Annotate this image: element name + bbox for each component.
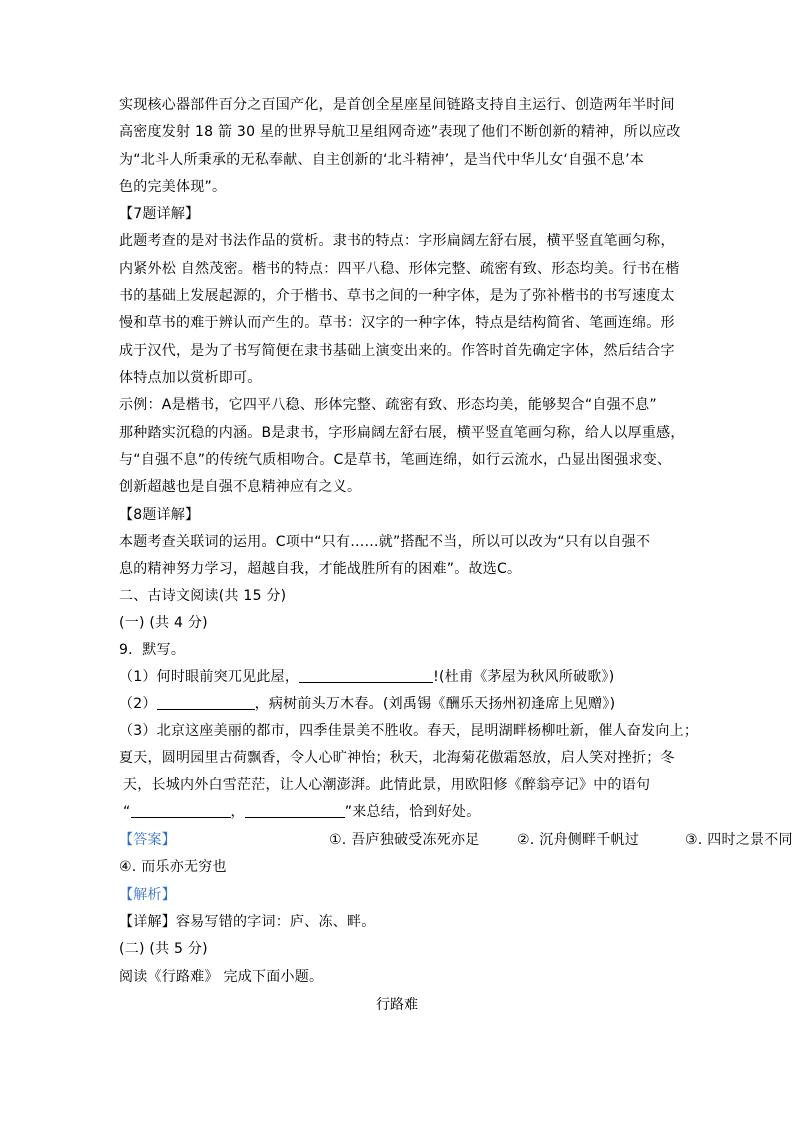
answer-blank: [245, 803, 345, 818]
text-line: 为“北斗人所秉承的无私奉献、自主创新的‘北斗精神’，是当代中华儿女‘自强不息’本: [119, 152, 645, 168]
text-line: 天，长城内外白雪茫茫，让人心潮澎湃。此情此景，用欧阳修《醉翁亭记》中的语句: [123, 777, 651, 793]
question-9-2: [119, 694, 615, 714]
text-line: 此题考查的是对书法作品的赏析。隶书的特点：字形扁阔左舒右展，横平竖直笔画匀称，: [119, 233, 675, 249]
reading-instruction: 阅读《行路难》 完成下面小题。: [119, 969, 324, 985]
text-line: 内紧外松 自然茂密。楷书的特点：四平八稳、形体完整、疏密有致、形态均美。行书在楷: [119, 261, 680, 277]
answer-blank: [157, 695, 255, 710]
text-line: 示例：A是楷书，它四平八稳、形体完整、疏密有致、形态均美，能够契合“自强不息”: [119, 397, 657, 413]
text-line: 慢和草书的难于辨认而产生的。草书：汉字的一种字体，特点是结构简省、笔画连绵。形: [119, 315, 675, 331]
text-line: 息的精神努力学习，超越自我，才能战胜所有的困难”。故选C。: [119, 561, 522, 577]
text-line: 书的基础上发展起源的，介于楷书、草书之间的一种字体，是为了弥补楷书的书写速度太: [119, 288, 675, 304]
question-text: ”来总结，恰到好处。: [344, 804, 481, 820]
subsection-title: (二) (共 5 分): [119, 941, 208, 957]
answer-item: ③. 四时之景不同: [685, 832, 793, 848]
answer-item: ②. 沉舟侧畔千帆过: [517, 832, 639, 848]
answer-row: [119, 830, 793, 850]
text-line: 那种踏实沉稳的内涵。B是隶书，字形扁阔左舒右展，横平竖直笔画匀称，给人以厚重感，: [119, 425, 685, 441]
text-line: 色的完美体现”。: [119, 179, 227, 195]
text-line: 本题考查关联词的运用。C项中“只有……就”搭配不当，所以可以改为“只有以自强不: [119, 534, 651, 550]
question-9-3-blanks: [123, 802, 481, 822]
subsection-title: (一) (共 4 分): [119, 615, 208, 631]
answer-blank: [131, 803, 231, 818]
answer-blank: [299, 668, 433, 683]
question-text: （1）何时眼前突兀见此屋，: [119, 669, 300, 685]
question-text: ，: [230, 804, 245, 820]
section-title: 二、古诗文阅读(共 15 分): [119, 588, 287, 604]
text-line: 夏天，圆明园里古荷飘香，令人心旷神怡；秋天，北海菊花傲霜怒放，启人笑对挫折；冬: [119, 750, 675, 766]
question-text: “: [123, 804, 131, 820]
question-9-1: [119, 667, 614, 687]
answer-item: ①. 吾庐独破受冻死亦足: [329, 832, 480, 848]
answer-label: 【答案】: [119, 832, 176, 848]
question-text: ，病树前头万木春。(刘禹锡《酬乐天扬州初逢席上见赠》): [254, 696, 616, 712]
poem-title: 行路难: [376, 997, 418, 1013]
text-line: 与“自强不息”的传统气质相吻合。C是草书，笔画连绵，如行云流水，凸显出图强求变、: [119, 452, 672, 468]
question-text: （2）: [119, 696, 157, 712]
answer-item: ④. 而乐亦无穷也: [119, 859, 227, 875]
text-line: 高密度发射 18 箭 30 星的世界导航卫星组网奇迹”表现了他们不断创新的精神，所以应改: [119, 124, 681, 140]
question-9: 9．默写。: [119, 642, 186, 658]
analysis-label: 【解析】: [119, 887, 176, 903]
question-9-3: （3）北京这座美丽的都市，四季佳景美不胜收。春天，昆明湖畔杨柳吐新，催人奋发向上；: [119, 723, 699, 739]
text-line: 创新超越也是自强不息精神应有之义。: [119, 479, 362, 495]
section-heading-q8: 【8题详解】: [119, 507, 200, 523]
question-text: !(杜甫《茅屋为秋风所破歌》): [433, 669, 615, 685]
text-line: 成于汉代，是为了书写简便在隶书基础上演变出来的。作答时首先确定字体，然后结合字: [119, 343, 675, 359]
section-heading-q7: 【7题详解】: [119, 206, 200, 222]
text-line: 体特点加以赏析即可。: [119, 370, 262, 386]
detail-text: 【详解】容易写错的字词：庐、冻、畔。: [119, 914, 376, 930]
text-line: 实现核心器部件百分之百国产化，是首创全星座星间链路支持自主运行、创造两年半时间: [119, 97, 675, 113]
